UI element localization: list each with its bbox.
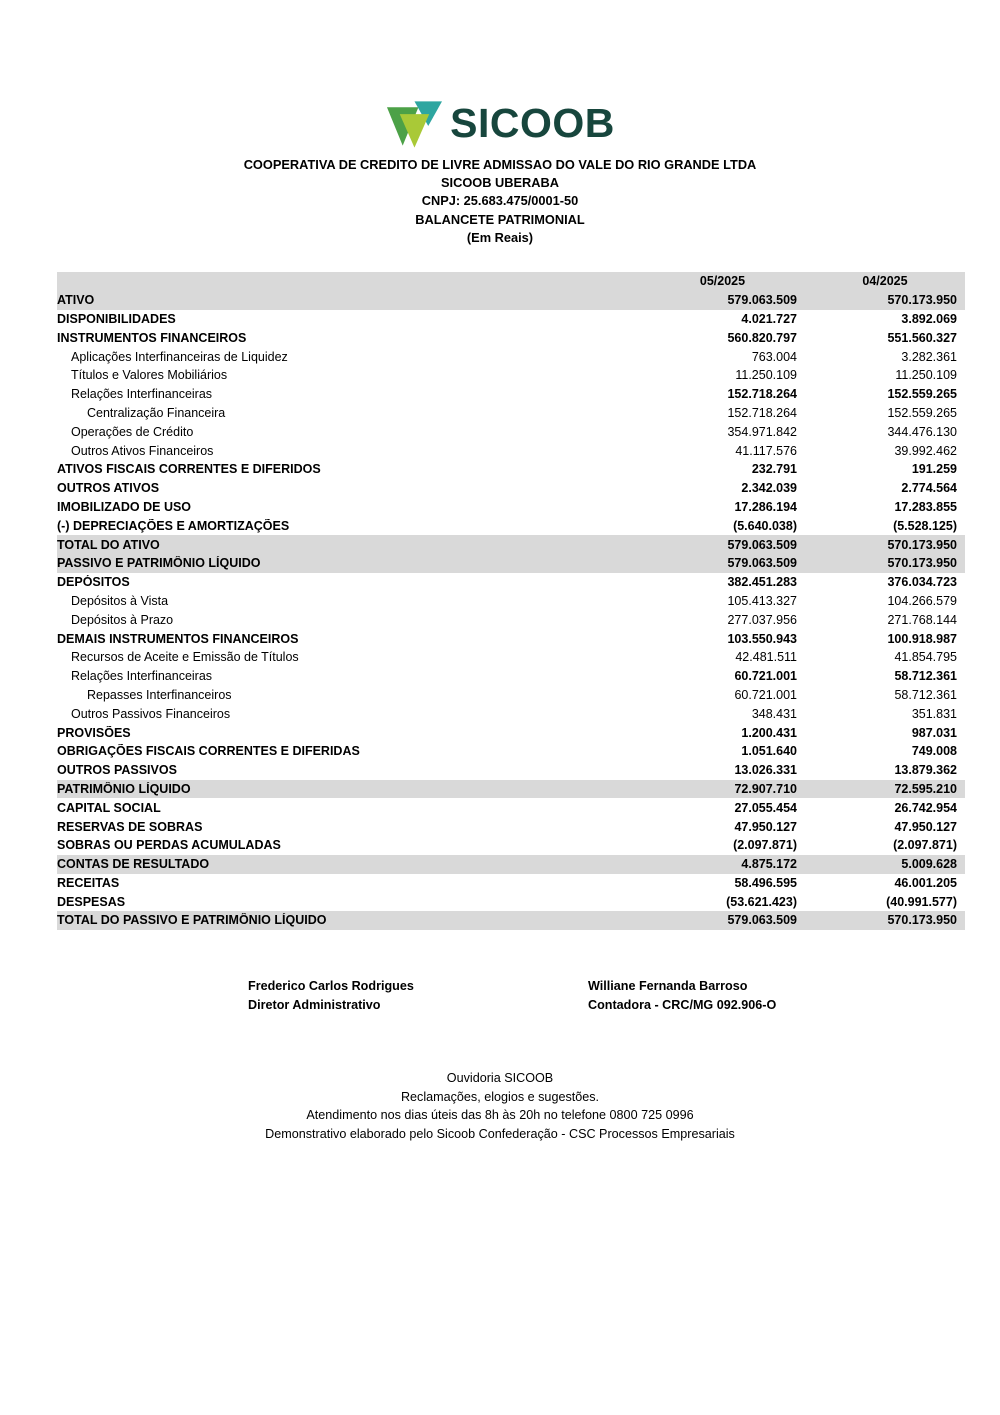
table-row xyxy=(57,516,965,535)
row-label: ATIVO xyxy=(57,293,95,308)
value-04-2025: 152.559.265 xyxy=(887,405,957,420)
signer-name: Frederico Carlos Rodrigues xyxy=(248,979,414,993)
row-label: Outros Passivos Financeiros xyxy=(71,706,231,721)
value-05-2025: 11.250.109 xyxy=(735,368,797,383)
value-05-2025: 4.021.727 xyxy=(741,311,797,326)
value-05-2025: 1.051.640 xyxy=(741,744,797,759)
sicoob-triangles-icon xyxy=(385,98,442,148)
value-04-2025: 17.283.855 xyxy=(894,499,957,514)
value-05-2025: 105.413.327 xyxy=(727,593,797,608)
row-label: Repasses Interfinanceiros xyxy=(87,687,232,702)
row-label: DESPESAS xyxy=(57,894,126,909)
table-row xyxy=(57,366,965,385)
footer-line: Atendimento nos dias úteis das 8h às 20h no telefone 0800 725 0996 xyxy=(306,1108,694,1123)
row-label: Depósitos à Prazo xyxy=(71,612,174,627)
table-row xyxy=(57,686,965,705)
row-label: Recursos de Aceite e Emissão de Títulos xyxy=(71,650,299,665)
table-header-row xyxy=(57,272,965,291)
value-04-2025: 152.559.265 xyxy=(887,387,957,402)
value-05-2025: 382.451.283 xyxy=(727,575,797,590)
row-label: PROVISÕES xyxy=(57,725,131,740)
value-05-2025: 60.721.001 xyxy=(734,687,797,702)
table-row xyxy=(57,310,965,329)
value-05-2025: 41.117.576 xyxy=(735,443,797,458)
value-04-2025: 570.173.950 xyxy=(887,293,957,308)
value-05-2025: 2.342.039 xyxy=(741,481,797,496)
value-05-2025: 42.481.511 xyxy=(735,650,797,665)
value-04-2025: 58.712.361 xyxy=(894,687,957,702)
row-label: TOTAL DO ATIVO xyxy=(57,537,160,552)
row-label: Depósitos à Vista xyxy=(71,593,169,608)
table-row xyxy=(57,667,965,686)
value-05-2025: 763.004 xyxy=(751,349,797,364)
footer-line: Ouvidoria SICOOB xyxy=(446,1071,554,1085)
value-05-2025: 13.026.331 xyxy=(734,763,797,778)
value-05-2025: 1.200.431 xyxy=(741,725,797,740)
table-row xyxy=(57,441,965,460)
value-05-2025: 17.286.194 xyxy=(734,499,797,514)
value-05-2025: 103.550.943 xyxy=(727,631,797,646)
value-04-2025: (5.528.125) xyxy=(893,518,957,533)
value-05-2025: 348.431 xyxy=(751,706,797,721)
row-label: (-) DEPRECIAÇÕES E AMORTIZAÇÕES xyxy=(57,518,290,533)
entity-name: SICOOB UBERABA xyxy=(440,175,560,191)
value-05-2025: 58.496.595 xyxy=(734,875,797,890)
row-label: RECEITAS xyxy=(57,875,120,890)
value-04-2025: 13.879.362 xyxy=(894,763,957,778)
table-row xyxy=(57,629,965,648)
column-header-04-2025: 04/2025 xyxy=(862,274,908,289)
table-row xyxy=(57,328,965,347)
brand-text: SICOOB xyxy=(450,100,615,146)
footer-line: Demonstrativo elaborado pelo Sicoob Confederação - CSC Processos Empresariais xyxy=(265,1126,735,1141)
value-05-2025: 232.791 xyxy=(751,462,797,477)
value-04-2025: 41.854.795 xyxy=(894,650,957,665)
row-label: Operações de Crédito xyxy=(71,424,194,439)
value-04-2025: 344.476.130 xyxy=(887,424,957,439)
value-05-2025: 4.875.172 xyxy=(741,857,797,872)
value-04-2025: 376.034.723 xyxy=(887,575,957,590)
table-row xyxy=(57,498,965,517)
value-04-2025: 100.918.987 xyxy=(887,631,957,646)
table-row xyxy=(57,798,965,817)
value-05-2025: 60.721.001 xyxy=(734,669,797,684)
report-title: BALANCETE PATRIMONIAL xyxy=(415,211,585,227)
table-row xyxy=(57,610,965,629)
row-label: PATRIMÔNIO LÍQUIDO xyxy=(57,781,191,796)
value-04-2025: (40.991.577) xyxy=(886,894,957,909)
row-label: TOTAL DO PASSIVO E PATRIMÔNIO LÍQUIDO xyxy=(57,913,327,928)
row-label: IMOBILIZADO DE USO xyxy=(57,499,192,514)
value-04-2025: 351.831 xyxy=(911,706,957,721)
table-row xyxy=(57,648,965,667)
value-05-2025: 152.718.264 xyxy=(727,387,797,402)
value-04-2025: 271.768.144 xyxy=(887,612,957,627)
value-05-2025: 277.037.956 xyxy=(727,612,797,627)
table-row xyxy=(57,855,965,874)
table-row xyxy=(57,911,965,930)
table-row xyxy=(57,892,965,911)
table-row xyxy=(57,385,965,404)
table-row xyxy=(57,761,965,780)
signature-left xyxy=(248,977,414,1014)
value-04-2025: 749.008 xyxy=(911,744,957,759)
value-04-2025: 104.266.579 xyxy=(887,593,957,608)
cnpj: CNPJ: 25.683.475/0001-50 xyxy=(421,193,579,209)
value-04-2025: (2.097.871) xyxy=(893,838,957,853)
table-row xyxy=(57,874,965,893)
table-row xyxy=(57,479,965,498)
value-05-2025: 72.907.710 xyxy=(734,781,797,796)
footer-ouvidoria xyxy=(0,1069,1000,1143)
row-label: OUTROS PASSIVOS xyxy=(57,763,177,778)
signer-title: Diretor Administrativo xyxy=(248,997,381,1012)
value-05-2025: 354.971.842 xyxy=(727,424,797,439)
value-04-2025: 58.712.361 xyxy=(894,669,957,684)
balance-table xyxy=(57,272,965,930)
value-04-2025: 987.031 xyxy=(911,725,957,740)
row-label: ATIVOS FISCAIS CORRENTES E DIFERIDOS xyxy=(57,462,321,477)
table-row xyxy=(57,836,965,855)
table-row xyxy=(57,535,965,554)
signature-right xyxy=(588,977,776,1014)
value-04-2025: 570.173.950 xyxy=(887,537,957,552)
row-label: INSTRUMENTOS FINANCEIROS xyxy=(57,330,247,345)
row-label: OBRIGAÇÕES FISCAIS CORRENTES E DIFERIDAS xyxy=(57,744,360,759)
value-05-2025: (5.640.038) xyxy=(733,518,797,533)
table-row xyxy=(57,291,965,310)
value-04-2025: 47.950.127 xyxy=(894,819,957,834)
table-row xyxy=(57,723,965,742)
value-04-2025: 191.259 xyxy=(911,462,957,477)
document-header xyxy=(0,156,1000,247)
value-04-2025: 3.282.361 xyxy=(901,349,957,364)
table-row xyxy=(57,573,965,592)
value-04-2025: 72.595.210 xyxy=(894,781,957,796)
value-05-2025: 579.063.509 xyxy=(727,556,797,571)
value-04-2025: 5.009.628 xyxy=(901,857,957,872)
row-label: OUTROS ATIVOS xyxy=(57,481,160,496)
value-04-2025: 551.560.327 xyxy=(887,330,957,345)
row-label: DISPONIBILIDADES xyxy=(57,311,176,326)
signer-title: Contadora - CRC/MG 092.906-O xyxy=(588,997,777,1012)
value-04-2025: 26.742.954 xyxy=(894,800,957,815)
row-label: PASSIVO E PATRIMÔNIO LÍQUIDO xyxy=(57,556,261,571)
value-04-2025: 3.892.069 xyxy=(901,311,957,326)
value-05-2025: 579.063.509 xyxy=(727,293,797,308)
column-header-05-2025: 05/2025 xyxy=(699,274,746,289)
value-05-2025: 560.820.797 xyxy=(727,330,797,345)
value-04-2025: 2.774.564 xyxy=(901,481,957,496)
table-row xyxy=(57,554,965,573)
value-05-2025: 152.718.264 xyxy=(727,405,797,420)
row-label: DEPÓSITOS xyxy=(57,575,130,590)
row-label: Relações Interfinanceiras xyxy=(71,669,213,684)
signer-name: Williane Fernanda Barroso xyxy=(588,979,748,993)
row-label: RESERVAS DE SOBRAS xyxy=(57,819,203,834)
value-05-2025: 579.063.509 xyxy=(727,537,797,552)
table-row xyxy=(57,704,965,723)
value-04-2025: 39.992.462 xyxy=(894,443,957,458)
value-05-2025: 579.063.509 xyxy=(727,913,797,928)
table-row xyxy=(57,592,965,611)
table-row xyxy=(57,404,965,423)
value-05-2025: (53.621.423) xyxy=(726,894,797,909)
value-04-2025: 11.250.109 xyxy=(895,368,957,383)
table-row xyxy=(57,347,965,366)
value-04-2025: 46.001.205 xyxy=(894,875,957,890)
row-label: Títulos e Valores Mobiliários xyxy=(71,368,228,383)
table-row xyxy=(57,780,965,799)
table-row xyxy=(57,817,965,836)
value-05-2025: 47.950.127 xyxy=(734,819,797,834)
row-label: DEMAIS INSTRUMENTOS FINANCEIROS xyxy=(57,631,299,646)
row-label: Relações Interfinanceiras xyxy=(71,387,213,402)
value-05-2025: (2.097.871) xyxy=(733,838,797,853)
table-row xyxy=(57,460,965,479)
table-row xyxy=(57,742,965,761)
value-04-2025: 570.173.950 xyxy=(887,556,957,571)
sicoob-logo xyxy=(0,98,1000,148)
row-label: Centralização Financeira xyxy=(87,405,226,420)
value-05-2025: 27.055.454 xyxy=(734,800,797,815)
coop-name: COOPERATIVA DE CREDITO DE LIVRE ADMISSAO DO VALE DO RIO GRANDE LTDA xyxy=(243,157,757,172)
value-04-2025: 570.173.950 xyxy=(887,913,957,928)
currency-note: (Em Reais) xyxy=(466,229,534,245)
row-label: CONTAS DE RESULTADO xyxy=(57,857,210,872)
row-label: Aplicações Interfinanceiras de Liquidez xyxy=(71,349,288,364)
footer-line: Reclamações, elogios e sugestões. xyxy=(400,1089,600,1104)
row-label: Outros Ativos Financeiros xyxy=(71,443,214,458)
table-row xyxy=(57,422,965,441)
row-label: CAPITAL SOCIAL xyxy=(57,800,161,815)
row-label: SOBRAS OU PERDAS ACUMULADAS xyxy=(57,838,281,853)
